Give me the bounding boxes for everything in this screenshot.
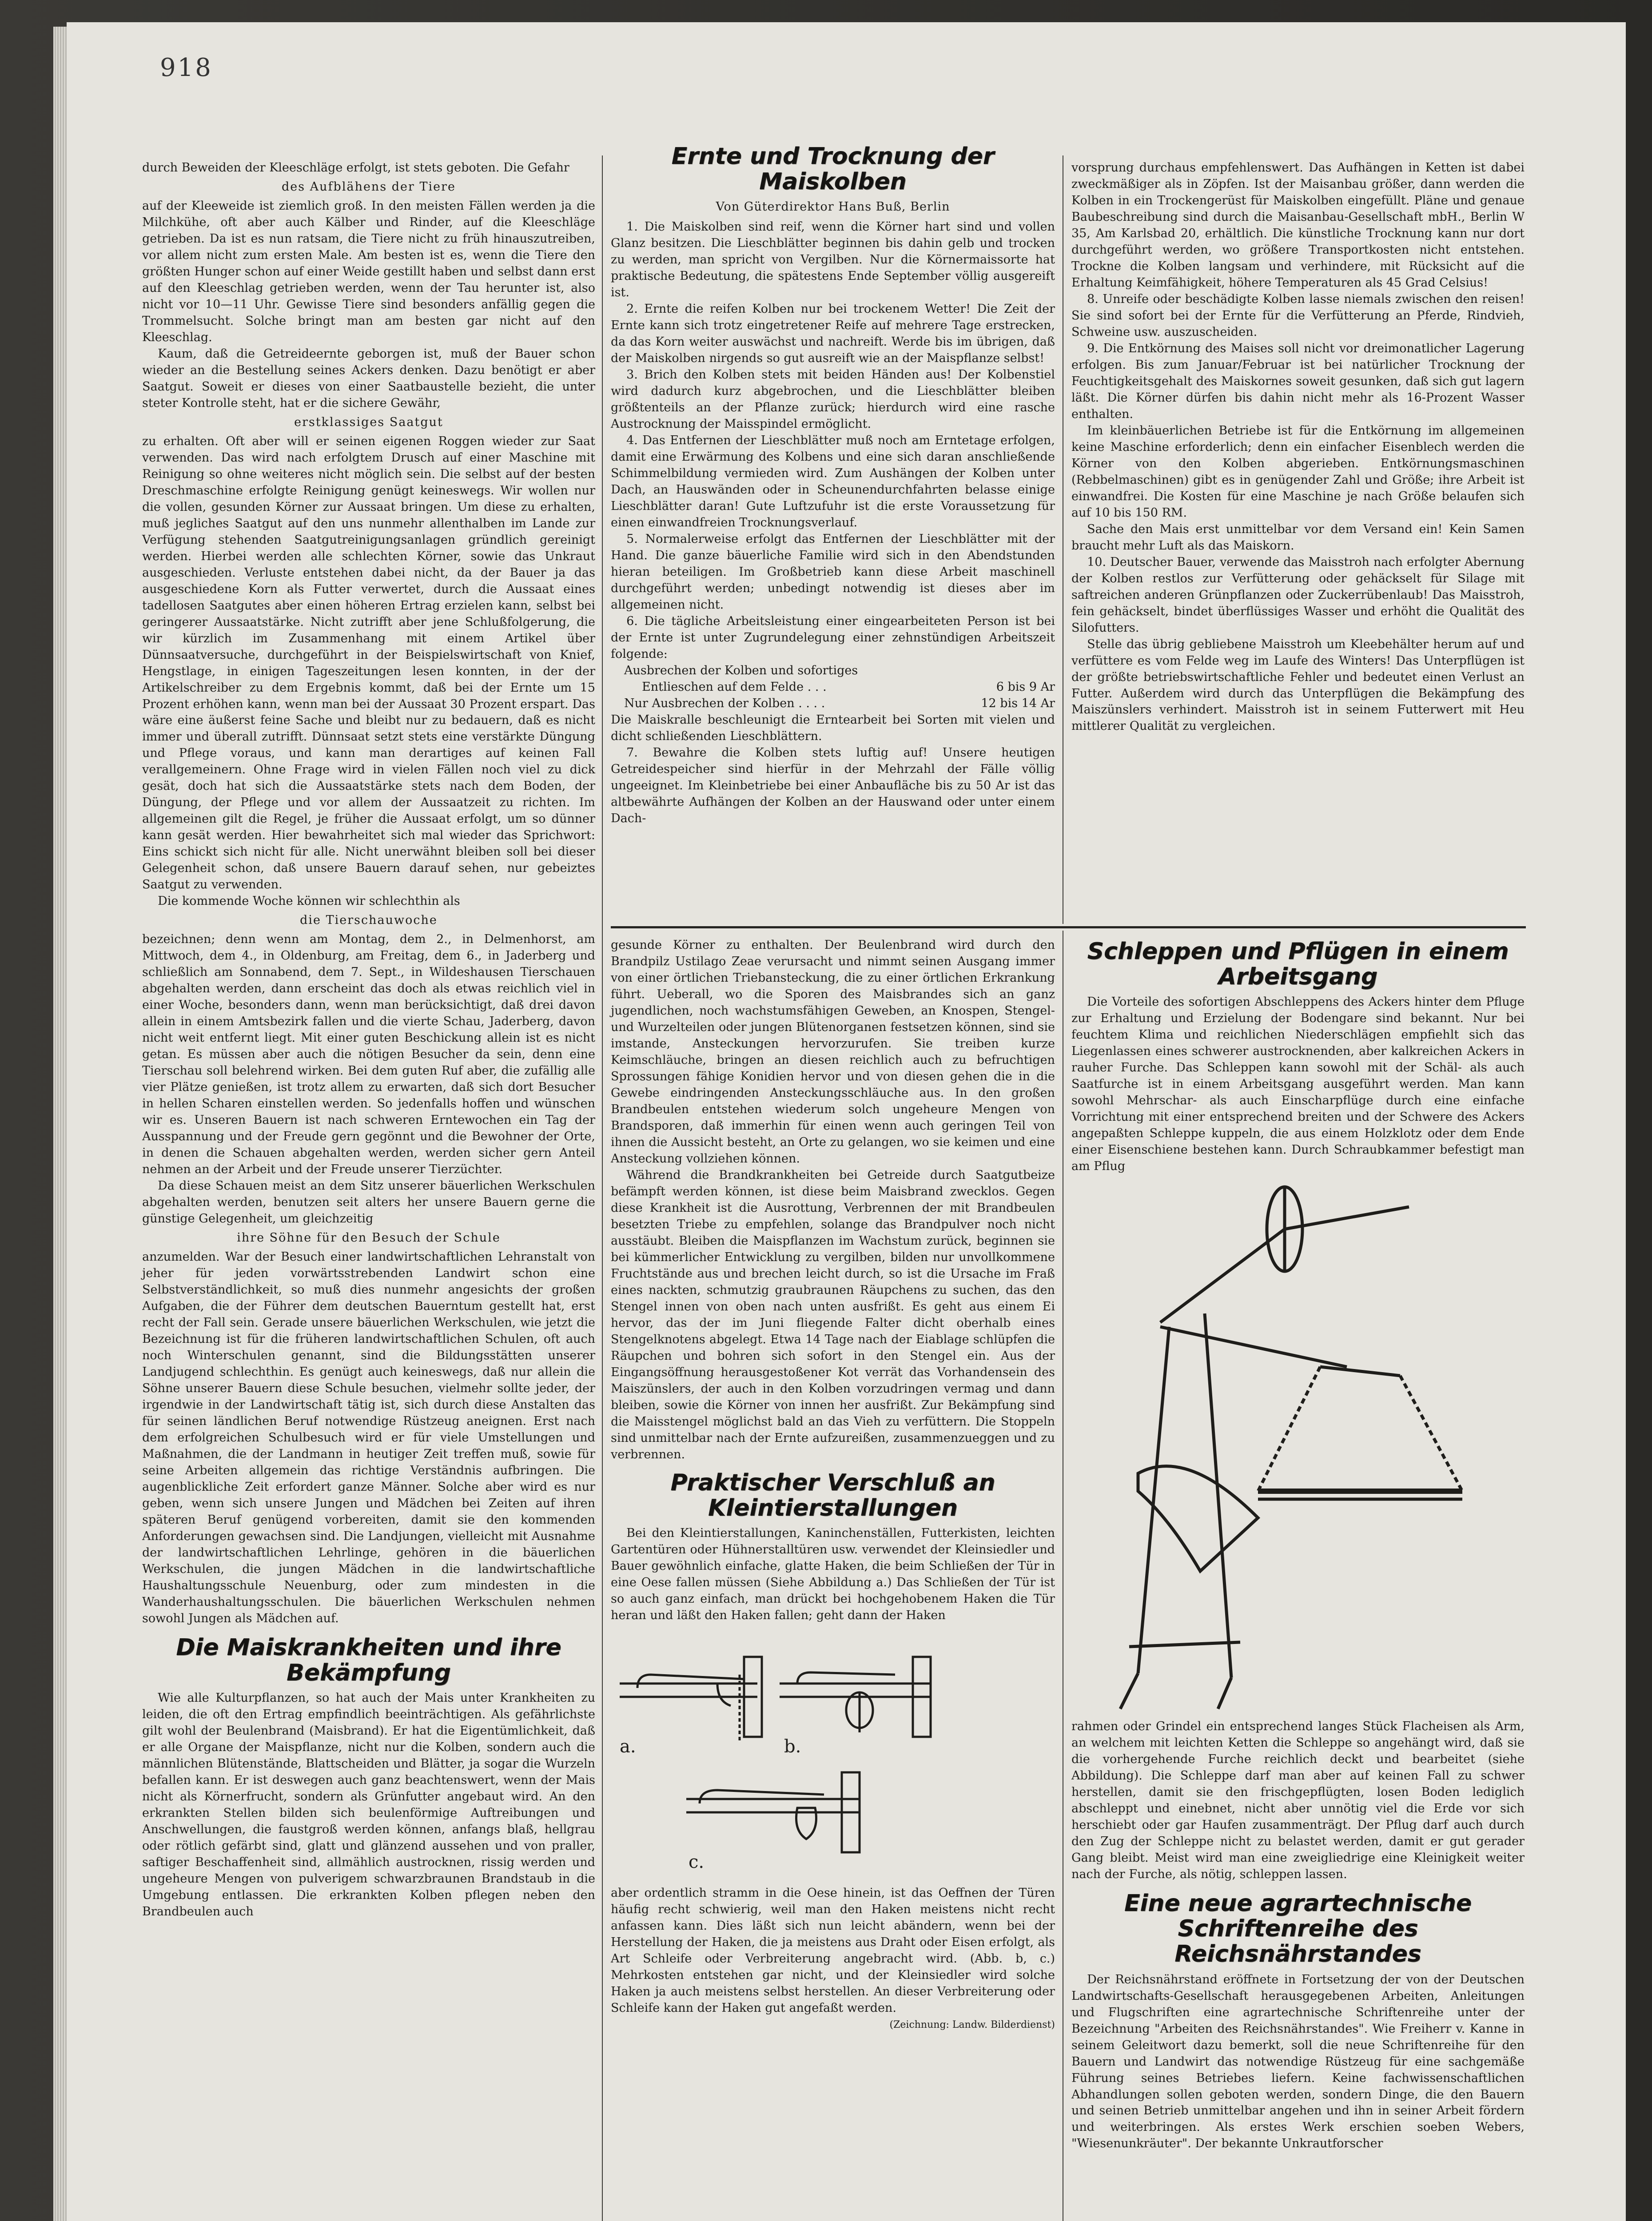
list-item: 1. Die Maiskolben sind reif, wenn die Körner hart sind und vollen Glanz besitzen. Die Lieschblätter beginnen bis dahin gelb und trocken zu werden, man spricht von Vergilben. Nur die Körnermaissorte hat praktische Bedeutung, die spätestens Ende September völlig ausgereift ist. <box>611 220 1055 300</box>
latch-illustration <box>611 1630 1055 1879</box>
list-item: 5. Normalerweise erfolgt das Entfernen der Lieschblätter mit der Hand. Die ganze bäuerliche Familie wird sich in den Abendstunden hieran beteiligen. Im Großbetrieb kann diese Arbeit maschinell durchgeführt werden; unbedingt notwendig ist dieses aber im allgemeinen nicht. <box>611 532 1055 612</box>
figure-caption: (Zeichnung: Landw. Bilderdienst) <box>889 2019 1055 2030</box>
paragraph: Während die Brandkrankheiten bei Getreide durch Saatgutbeize befämpft werden können, ist diese beim Maisbrand zwecklos. Gegen diese Krankheit ist die Ausrottung, Verbrennen der mit Brandbeulen besetzten Triebe zu empfehlen, solange das Brandpulver noch nicht ausstäubt. Bleiben die Maispflanzen im Wachstum zurück, beginnen sie bei kümmerlicher Entwicklung zu vergilben, bilden nur unvollkommene Fruchtstände aus und brechen leicht durch, so ist die Ursache im Fraß eines nackten, schmutzig graubraunen Räupchens zu suchen, das den Stengel innen von oben nach unten ausfrißt. Es geht aus einem Ei hervor, das der im Juni fliegende Falter dicht oberhalb eines Stengelknotens abgelegt. Etwa 14 Tage nach der Eiablage schlüpfen die Räupchen und bohren sich sofort in den Stengel ein. Aus der Eingangsöffnung herausgestoßener Kot verrät das Vorhandensein des Maiszünslers, der auch in den Kolben vorzudringen vermag und dann bleiben, sowie die Körner von innen her ausfrißt. Zur Bekämpfung sind die Maisstengel möglichst bald an das Vieh zu verfüttern. Die Stoppeln sind unmittelbar nach der Ernte aufzureißen, zusammenzueggen und zu verbrennen. <box>611 1168 1055 1461</box>
section-rule <box>611 926 1526 928</box>
column-divider <box>602 155 603 2221</box>
column-middle-upper <box>611 142 1055 827</box>
paragraph: gesunde Körner zu enthalten. Der Beulenbrand wird durch den Brandpilz Ustilago Zeae verursacht und nimmt seinen Ausgang immer von einer örtlichen Triebansteckung, die zu einer örtlichen Erkrankung führt. Ueberall, wo die Sporen des Maisbrandes sich an ganz jugendlichen, noch wachstumsfähigen Geweben, an Knospen, Stengel- und Wurzelteilen oder jungen Blütenorganen festsetzen können, sind sie imstande, Ansteckungen hervorzurufen. Sie treiben kurze Keimschläuche, bringen an diesen reichlich auch zu befruchtigen Sprossungen fähige Konidien hervor und von diesen gehen die in die Gewebe eindringenden Ansteckungsschläuche aus. In den großen Brandbeulen entstehen wiederum solch ungeheure Mengen von Brandsporen, daß immerhin für einen wenn auch geringen Teil von ihnen die Aussicht besteht, an Orte zu gelangen, wo sie keimen und eine Ansteckung vollziehen können. <box>611 938 1055 1166</box>
column-middle-lower <box>611 937 1055 2032</box>
paragraph: Im kleinbäuerlichen Betriebe ist für die Entkörnung im allgemeinen keine Maschine erforderlich; denn ein einfacher Eisenblech werden die Körner von den Kolben abgerieben. Entkörnungsmaschinen (Rebbelmaschinen) gibt es in genügender Zahl und Größe; ihre Arbeit ist einwandfrei. Die Kosten für eine Maschine je nach Größe belaufen sich auf 10 bis 150 RM. <box>1071 423 1525 520</box>
plow-drag-illustration <box>1071 1180 1525 1713</box>
article-headline: Schleppen und Pflügen in einem Arbeitsgang <box>1087 938 1509 991</box>
column-right-lower <box>1071 937 1525 2152</box>
list-item: 9. Die Entkörnung des Maises soll nicht vor dreimonatlicher Lagerung erfolgen. Bis zum Januar/Februar ist bei natürlicher Trocknung der Feuchtigkeitsgehalt des Maiskornes soweit gesunken, daß sich gut lagern läßt. Die Körner dürfen bis dahin nicht mehr als 16-Prozent Wasser enthalten. <box>1071 341 1525 421</box>
article-headline: Praktischer Verschluß an Kleintierstallungen <box>670 1469 995 1521</box>
paragraph: Die Maiskralle beschleunigt die Erntearbeit bei Sorten mit vielen und dicht schließenden Lieschblättern. <box>611 712 1055 743</box>
paragraph: Da diese Schauen meist an dem Sitz unserer bäuerlichen Werkschulen abgehalten werden, benutzen seit alters her unsere Bauern gerne die günstige Gelegenheit, um gleichzeitig <box>142 1179 595 1226</box>
subheading: des Aufblähens der Tiere <box>281 179 456 194</box>
newspaper-page <box>67 22 1626 2221</box>
table-cell: Entlieschen auf dem Felde . . . <box>642 680 827 694</box>
subheading: erstklassiges Saatgut <box>294 415 443 429</box>
column-left <box>142 160 595 1920</box>
list-item: 8. Unreife oder beschädigte Kolben lasse niemals zwischen den reisen! Sie sind sofort bei der Ernte für die Verfütterung an Pferde, Rindvieh, Schweine usw. auszuscheiden. <box>1071 292 1525 339</box>
subheading: ihre Söhne für den Besuch der Schule <box>237 1231 501 1245</box>
paragraph: Die kommende Woche können wir schlechthin als <box>158 894 460 908</box>
plow-drag-figure <box>1071 1180 1525 1713</box>
page-number: 918 <box>160 53 213 82</box>
article-headline: Ernte und Trocknung der Maiskolben <box>671 143 995 195</box>
article-byline: Von Güterdirektor Hans Buß, Berlin <box>716 200 950 214</box>
list-item: 6. Die tägliche Arbeitsleistung einer eingearbeiteten Person ist bei der Ernte ist unter Zugrundelegung einer zehnstündigen Arbeitszeit folgende: <box>611 614 1055 661</box>
column-right-upper <box>1071 160 1525 735</box>
paragraph: Kaum, daß die Getreideernte geborgen ist, muß der Bauer schon wieder an die Bestellung seines Ackers denken. Dazu benötigt er aber Saatgut. Soweit er dieses von einer Saatbaustelle bezieht, die unter steter Kontrolle steht, hat er die sichere Gewähr, <box>142 346 595 410</box>
paragraph: aber ordentlich stramm in die Oese hinein, ist das Oeffnen der Türen häufig recht schwierig, weil man den Haken meistens nicht recht anfassen kann. Dies läßt sich nun leicht abändern, wenn bei der Herstellung der Haken, die ja meistens aus Draht oder Eisen erfolgt, als Art Schleife oder Verbreiterung angebracht wird. (Abb. b, c.) Mehrkosten entstehen gar nicht, und der Kleinsiedler wird solche Haken ja auch meistens selbst herstellen. An dieser Verbreiterung oder Schleife kann der Haken gut angefaßt werden. <box>611 1886 1055 2015</box>
article-headline: Die Maiskrankheiten und ihre Bekämpfung <box>176 1634 561 1686</box>
list-item: 7. Bewahre die Kolben stets luftig auf! Unsere heutigen Getreidespeicher sind hierfür in der Mehrzahl der Fälle völlig ungeeignet. Im Kleinbetriebe bei einer Anbaufläche bis zu 50 Ar ist das altbewährte Aufhängen der Kolben an der Hauswand oder unter einem Dach- <box>611 745 1055 825</box>
paragraph: Sache den Mais erst unmittelbar vor dem Versand ein! Kein Samen braucht mehr Luft als das Maiskorn. <box>1071 522 1525 553</box>
paragraph: zu erhalten. Oft aber will er seinen eigenen Roggen wieder zur Saat verwenden. Das wird nach erfolgtem Drusch auf einer Maschine mit Reinigung so ohne weiteres nicht möglich sein. Die selbst auf der besten Dreschmaschine erfolgte Reinigung genügt keineswegs. Wir wollen nur die vollen, gesunden Körner zur Aussaat bringen. Um diese zu erhalten, muß jegliches Saatgut auf den uns nunmehr allenthalben im Lande zur Verfügung stehenden Saatgutreinigungsanlagen gründlich gereinigt werden. Hierbei werden alle schlechten Körner, sowie das Unkraut ausgeschieden. Verluste entstehen dabei nicht, da der Bauer ja das ausgeschiedene Korn als Futter verwertet, durch die Aussaat eines tadellosen Saatgutes aber einen höheren Ertrag erzielen kann, selbst bei geringerer Aussaatstärke. Nicht zutrifft aber jene Schlußfolgerung, die wir kürzlich im Zusammenhang mit einem Artikel über Dünnsaatversuche, durchgeführt in der Beispielswirtschaft von Knief, Hengstlage, in einigen Tageszeitungen lesen konnten, in der der Artikelschreiber zu dem Ergebnis kommt, daß bei der Ernte um 15 Prozent erhöhen kann, wenn man bei der Aussaat 30 Prozent erspart. Das wäre eine äußerst feine Sache und bleibt nur zu bedauern, daß es nicht immer und überall zutrifft. Dünnsaat setzt stets eine verstärkte Düngung und Pflege voraus, und kann man derartiges auf keinen Fall verallgemeinern. Ohne Frage wird in vielen Fällen noch viel zu dick gesät, doch hat sich die Aussaatstärke stets nach dem Boden, der Düngung, der Pflege und vor allem der Aussaatzeit zu richten. Im allgemeinen gilt die Regel, je früher die Aussaat erfolgt, um so dünner kann gesät werden. Hier bewahrheitet sich mal wieder das Sprichwort: Eins schickt sich nicht für alle. Nicht unerwähnt bleiben soll bei dieser Gelegenheit schon, daß unsere Bauern darauf sehen, nur gebeiztes Saatgut zu verwenden. <box>142 434 595 892</box>
paragraph: Der Reichsnährstand eröffnete in Fortsetzung der von der Deutschen Landwirtschafts-Gesellschaft herausgegebenen Arbeiten, Anleitungen und Flugschriften eine agrartechnische Schriftenreihe unter der Bezeichnung "Arbeiten des Reichsnährstandes". Wie Freiherr v. Kanne in seinem Geleitwort dazu bemerkt, soll die neue Schriftenreihe für den Bauern und Landwirt das notwendige Rüstzeug für eine sachgemäße Führung seines Betriebes liefern. Keine fachwissenschaftlichen Abhandlungen sollen geboten werden, sondern Dinge, die den Bauern und seinen Betrieb unmittelbar angehen und ihn in seiner Arbeit fördern und weiterbringen. Als erstes Werk erschien soeben Webers, "Wiesenunkräuter". Der bekannte Unkrautforscher <box>1071 1972 1525 2151</box>
paragraph: anzumelden. War der Besuch einer landwirtschaftlichen Lehranstalt von jeher für jeden vorwärtsstrebenden Landwirt schon eine Selbstverständlichkeit, so muß dies nunmehr angesichts der großen Aufgaben, die der Führer dem deutschen Bauerntum gestellt hat, erst recht der Fall sein. Gerade unsere bäuerlichen Werkschulen, wie jetzt die Bezeichnung ist für die früheren landwirtschaftlichen Schulen, oft auch noch Winterschulen genannt, sind die Bildungsstätten unserer Landjugend schlechthin. Es genügt auch keineswegs, daß nur allein die Söhne unserer Bauern diese Schule besuchen, vielmehr sollte jeder, der irgendwie in der Landwirtschaft tätig ist, sich durch diese Anstalten das für seinen ländlichen Beruf notwendige Rüstzeug aneignen. Erst nach dem erfolgreichen Schulbesuch wird er für viele Umstellungen und Maßnahmen, die der Landmann in heutiger Zeit treffen muß, sowie für seine Arbeiten allgemein das richtige Verständnis aufbringen. Die augenblickliche Zeit erfordert ganze Männer. Solche aber wird es nur geben, wenn sich unsere Jungen und Mädchen bei Zeiten auf ihren späteren Beruf genügend vorbereiten, damit sie den kommenden Anforderungen gewachsen sind. Die Landjungen, vielleicht mit Ausnahme der landwirtschaftlichen Lehrlinge, gehören in die bäuerlichen Werkschulen, die jungen Mädchen in die landwirtschaftliche Haushaltungsschule Neuenburg, oder zum mindesten in die Wanderhaushaltungsschulen. Die bäuerlichen Werkschulen nehmen sowohl Jungen als Mädchen auf. <box>142 1250 595 1625</box>
list-item: 3. Brich den Kolben stets mit beiden Händen aus! Der Kolbenstiel wird dadurch kurz abgebrochen, und die Lieschblätter bleiben größtenteils an der Pflanze zurück; hierdurch wird eine rasche Austrocknung der Maisspindel ermöglicht. <box>611 368 1055 431</box>
subheading: die Tierschauwoche <box>300 913 438 927</box>
paragraph: Stelle das übrig gebliebene Maisstroh um Kleebehälter herum auf und verfüttere es vom Felde weg im Laufe des Winters! Das Unterpflügen ist der größte betriebswirtschaftliche Fehler und bedeutet einen Verlust an Futter. Außerdem wird durch das Unterpflügen die Bekämpfung des Maiszünslers verhindert. Maisstroh ist in seinem Futterwert mit Heu mittlerer Qualität zu vergleichen. <box>1071 637 1525 733</box>
paragraph: Wie alle Kulturpflanzen, so hat auch der Mais unter Krankheiten zu leiden, die oft den Ertrag empfindlich beeinträchtigen. Als gefährlichste gilt wohl der Beulenbrand (Maisbrand). Er hat die Eigentümlichkeit, daß er alle Organe der Maispflanze, nicht nur die Kolben, sondern auch die männlichen Blütenstände, Blattscheiden und Blätter, ja sogar die Wurzeln befallen kann. Er ist deswegen auch ganz beachtenswert, wenn der Mais nicht als Körnerfrucht, sondern als Grünfutter angebaut wird. An den erkrankten Stellen bilden sich beulenförmige Auftreibungen und Anschwellungen, die faustgroß werden können, anfangs blaß, hellgrau oder rötlich gefärbt sind, glatt und glänzend aussehen und von praller, saftiger Beschaffenheit sind, allmählich austrocknen, rissig werden und ungeheure Mengen von pulverigem schwarzbraunen Brandstaub in die Umgebung entlassen. Die erkrankten Kolben pflegen neben den Brandbeulen auch <box>142 1691 595 1918</box>
table-cell: 12 bis 14 Ar <box>981 696 1055 710</box>
paragraph: durch Beweiden der Kleeschläge erfolgt, ist stets geboten. Die Gefahr <box>142 161 569 175</box>
paragraph: Bei den Kleintierstallungen, Kaninchenställen, Futterkisten, leichten Gartentüren oder Hühnerstalltüren usw. verwendet der Kleinsiedler und Bauer gewöhnlich einfache, glatte Haken, die beim Schließen der Tür in eine Oese fallen müssen (Siehe Abbildung a.) Das Schließen der Tür ist so auch ganz einfach, man drückt bei hochgehobenem Haken die Tür heran und läßt den Haken fallen; geht dann der Haken <box>611 1526 1055 1622</box>
figure-label-c: c. <box>689 1851 705 1872</box>
work-rate-table <box>611 663 1055 712</box>
paragraph: Die Vorteile des sofortigen Abschleppens des Ackers hinter dem Pfluge zur Erhaltung und Erzielung der Bodengare sind bekannt. Nur bei feuchtem Klima und reichlichen Niederschlägen empfiehlt sich das Liegenlassen eines schwerer austrocknenden, aber kalkreichen Ackers in rauher Furche. Das Schleppen kann sowohl mit der Schäl- als auch Saatfurche ist in einem Arbeitsgang ausgeführt werden. Man kann sowohl Mehrschar- als auch Einscharpflüge durch eine einfache Vorrichtung mit einer entsprechend breiten und der Schwere des Ackers angepaßten Schleppe kuppeln, die aus einem Holzklotz oder dem Ende einer Eisenschiene bestehen kann. Durch Schraubkammer befestigt man am Pflug <box>1071 995 1525 1174</box>
table-cell: 6 bis 9 Ar <box>996 680 1055 694</box>
paragraph: vorsprung durchaus empfehlenswert. Das Aufhängen in Ketten ist dabei zweckmäßiger als in Zöpfen. Ist der Maisanbau größer, dann werden die Kolben in ein Trockengerüst für Maiskolben eingefüllt. Pläne und genaue Baubeschreibung sind durch die Maisanbau-Gesellschaft mbH., Berlin W 35, Am Karlsbad 20, erhältlich. Die künstliche Trocknung kann nur dort durchgeführt werden, wo größere Transportkosten nicht entstehen. Trockne die Kolben langsam und verhindere, mit Rücksicht auf die Erhaltung Keimfähigkeit, höhere Temperaturen als 45 Grad Celsius! <box>1071 161 1525 290</box>
table-row <box>624 696 1055 712</box>
list-item: 2. Ernte die reifen Kolben nur bei trockenem Wetter! Die Zeit der Ernte kann sich trotz eingetretener Reife auf mehrere Tage erstrecken, da das Korn weiter auswächst und nachreift. Werde bis im übrigen, daß der Maiskolben nirgends so gut ausreift wie an der Maispflanze selbst! <box>611 302 1055 366</box>
table-row <box>624 679 1055 696</box>
figure-label-a: a. <box>620 1736 636 1757</box>
list-item: 10. Deutscher Bauer, verwende das Maisstroh nach erfolgter Abernung der Kolben restlos zur Verfütterung oder gehäckselt für Silage mit saftreichen anderen Grünpflanzen oder Zuckerrübenlaub! Das Maisstroh, fein gehäckselt, bindet überflüssiges Wasser und erhöht die Qualität des Silofutters. <box>1071 555 1525 635</box>
paragraph: auf der Kleeweide ist ziemlich groß. In den meisten Fällen werden ja die Milchkühe, oft aber auch Kälber und Rinder, auf die Kleeschläge getrieben. Da ist es nun ratsam, die Tiere nicht zu früh hinauszutreiben, vor allem nicht zum ersten Male. Am besten ist es, wenn die Tiere den größten Hunger schon auf einer Weide gestillt haben und selbst dann erst auf den Kleeschlag getrieben werden, wenn der Tau herunter ist, also nicht vor 10—11 Uhr. Gewisse Tiere sind besonders anfällig gegen die Trommelsucht. Solche bringt man am besten gar nicht auf den Kleeschlag. <box>142 199 595 344</box>
figure-label-b: b. <box>784 1736 801 1757</box>
table-cell: Nur Ausbrechen der Kolben . . . . <box>624 696 825 710</box>
paragraph: bezeichnen; denn wenn am Montag, dem 2., in Delmenhorst, am Mittwoch, dem 4., in Oldenburg, am Freitag, dem 6., in Jaderberg und schließlich am Sonnabend, dem 7. Sept., in Wildeshausen Tierschauen abgehalten werden, dann erscheint das doch als etwas reichlich viel in einer Woche, besonders dann, wenn man berücksichtigt, daß drei davon allein in einem Amtsbezirk fallen und die vierte Schau, Jaderberg, davon nicht weit entfernt liegt. Mit einer guten Beschickung allein ist es nicht getan. Es müssen aber auch die nötigen Besucher da sein, denn eine Tierschau soll belehrend wirken. Bei dem guten Ruf aber, die zufällig alle vier Plätze genießen, ist trotz allem zu erwarten, daß sich dort Besucher in hellen Scharen einstellen werden. So jedenfalls hoffen und wünschen wir es. Unseren Bauern ist nach schweren Erntewochen ein Tag der Ausspannung und der Freude gern gegönnt und die Bewohner der Orte, in denen die Schauen abgehalten werden, werden sicher gern Anteil nehmen an der Arbeit und der Freude unserer Tierzüchter. <box>142 932 595 1177</box>
latch-figure <box>611 1630 1055 1879</box>
list-item: 4. Das Entfernen der Lieschblätter muß noch am Erntetage erfolgen, damit eine Erwärmung des Kolbens und eine sich daran anschließende Schimmelbildung vermieden wird. Zum Aushängen der Kolben unter Dach, an Hauswänden oder in Scheunendurchfahrten belasse einige Lieschblätter daran! Gute Luftzufuhr ist die erste Voraussetzung für einen einwandfreien Trocknungsverlauf. <box>611 434 1055 530</box>
article-headline: Eine neue agrartechnische Schriftenreihe des Reichsnährstandes <box>1124 1890 1472 1968</box>
table-header: Ausbrechen der Kolben und sofortiges <box>624 663 858 677</box>
paragraph: rahmen oder Grindel ein entsprechend langes Stück Flacheisen als Arm, an welchem mit leichten Ketten die Schleppe so angehängt wird, daß sie die vorhergehende Furche reichlich deckt und bearbeitet (siehe Abbildung). Die Schleppe darf man aber auf keinen Fall zu schwer herstellen, damit sie den frischgepflügten, losen Boden lediglich abschleppt und einebnet, nicht aber unnötig viel die Erde vor sich herschiebt oder gar Haufen zusammenträgt. Der Pflug darf auch durch den Zug der Schleppe nicht zu belastet werden, damit er gut gerader Gang bleibt. Meist wird man eine zweigliedrige eine Kleinigkeit weiter nach der Furche, als nötig, schleppen lassen. <box>1071 1719 1525 1882</box>
